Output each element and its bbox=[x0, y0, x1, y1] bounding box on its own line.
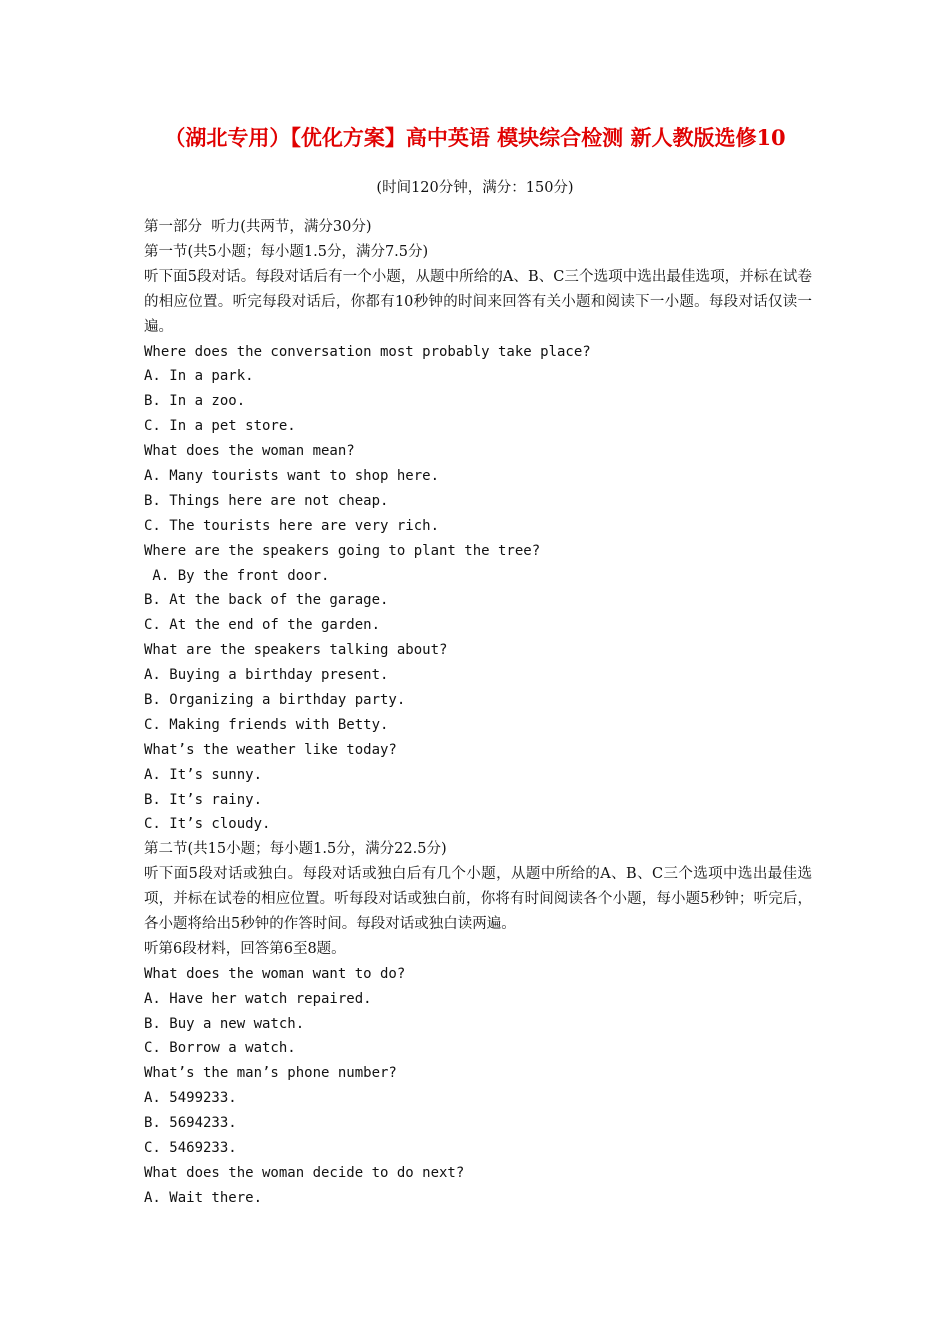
question-text: What’s the weather like today? bbox=[144, 741, 397, 758]
answer-option: B. At the back of the garage. bbox=[144, 592, 389, 609]
answer-option: A. It’s sunny. bbox=[144, 766, 263, 783]
answer-option: C. 5469233. bbox=[144, 1140, 237, 1157]
section-heading: 第二节(共15小题；每小题1.5分，满分22.5分) bbox=[144, 841, 447, 858]
answer-option: A. Have her watch repaired. bbox=[144, 990, 372, 1007]
section-heading: 第一部分 听力(共两节，满分30分) bbox=[144, 219, 372, 235]
answer-option: C. Borrow a watch. bbox=[144, 1040, 296, 1057]
question-text: Where are the speakers going to plant the tree? bbox=[144, 542, 541, 559]
question-text: Where does the conversation most probably take place? bbox=[144, 343, 591, 360]
answer-option: C. In a pet store. bbox=[144, 418, 296, 435]
answer-option: B. In a zoo. bbox=[144, 393, 246, 410]
question-text: What does the woman decide to do next? bbox=[144, 1164, 465, 1181]
document-subtitle: (时间120分钟，满分：150分) bbox=[376, 180, 574, 196]
answer-option: B. 5694233. bbox=[144, 1115, 237, 1132]
answer-option: B. Things here are not cheap. bbox=[144, 492, 389, 509]
answer-option: A. Many tourists want to shop here. bbox=[144, 467, 440, 484]
question-text: What’s the man’s phone number? bbox=[144, 1065, 397, 1082]
instruction-paragraph: 听下面5段对话。每段对话后有一个小题，从题中所给的A、B、C三个选项中选出最佳选项，并标在试卷的相应位置。听完每段对话后，你都有10秒钟的时间来回答有关小题和阅读下一小题。每段对话仅读一遍。 bbox=[144, 268, 812, 335]
answer-option: A. In a park. bbox=[144, 368, 254, 385]
answer-option: B. It’s rainy. bbox=[144, 791, 263, 808]
answer-option: A. By the front door. bbox=[144, 567, 330, 584]
answer-option: C. It’s cloudy. bbox=[144, 816, 271, 833]
section-heading: 听第6段材料，回答第6至8题。 bbox=[144, 940, 346, 957]
answer-option: A. Buying a birthday present. bbox=[144, 667, 389, 684]
answer-option: B. Buy a new watch. bbox=[144, 1015, 305, 1032]
instruction-paragraph: 听下面5段对话或独白。每段对话或独白后有几个小题，从题中所给的A、B、C三个选项中选出最佳选项，并标在试卷的相应位置。听每段对话或独白前，你将有时间阅读各个小题，每小题5秒钟；听完后，各小题将给出5秒钟的作答时间。每段对话或独白读两遍。 bbox=[144, 866, 812, 933]
question-text: What does the woman mean? bbox=[144, 443, 355, 460]
section-heading: 第一节(共5小题；每小题1.5分，满分7.5分) bbox=[144, 243, 429, 260]
answer-option: C. At the end of the garden. bbox=[144, 617, 381, 634]
document-title: （湖北专用）【优化方案】高中英语 模块综合检测 新人教版选修10 bbox=[164, 125, 786, 150]
answer-option: A. 5499233. bbox=[144, 1090, 237, 1107]
question-text: What are the speakers talking about? bbox=[144, 642, 448, 659]
answer-option: B. Organizing a birthday party. bbox=[144, 691, 406, 708]
question-text: What does the woman want to do? bbox=[144, 965, 406, 982]
document-body bbox=[144, 215, 812, 1211]
answer-option: C. The tourists here are very rich. bbox=[144, 517, 440, 534]
answer-option: C. Making friends with Betty. bbox=[144, 716, 389, 733]
answer-option: A. Wait there. bbox=[144, 1189, 263, 1206]
